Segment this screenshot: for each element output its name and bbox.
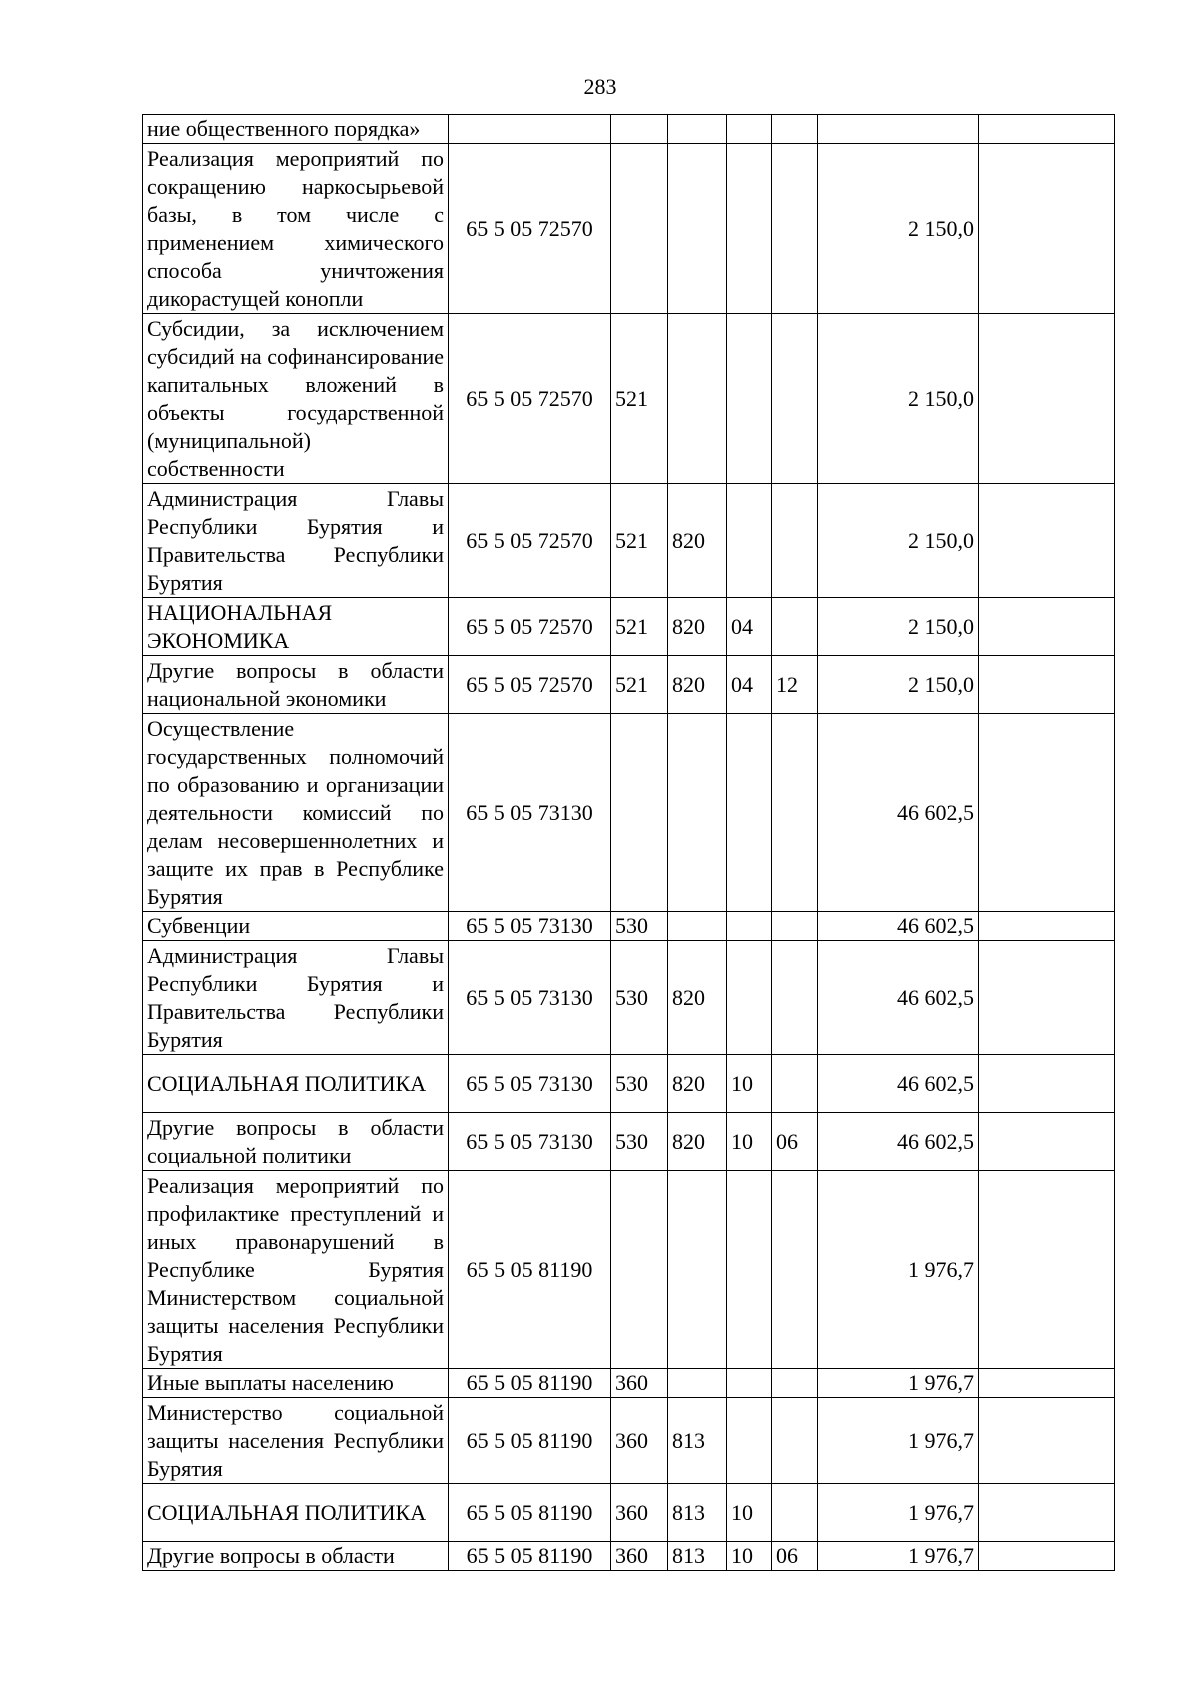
empty-cell — [979, 714, 1115, 912]
amount: 1 976,7 — [818, 1369, 979, 1398]
amount: 2 150,0 — [818, 144, 979, 314]
table-row — [143, 115, 1115, 144]
expense-type: 530 — [611, 1113, 668, 1171]
expense-type: 530 — [611, 1055, 668, 1113]
section-code — [727, 484, 772, 598]
subsection-code: 12 — [772, 656, 818, 714]
subsection-code: 06 — [772, 1542, 818, 1571]
subsection-code — [772, 1398, 818, 1484]
administrator-code: 813 — [668, 1398, 727, 1484]
table-row — [143, 1055, 1115, 1113]
row-name: Иные выплаты населению — [143, 1369, 449, 1398]
section-code — [727, 1171, 772, 1369]
target-code: 65 5 05 81190 — [449, 1542, 611, 1571]
subsection-code — [772, 912, 818, 941]
administrator-code — [668, 314, 727, 484]
administrator-code — [668, 912, 727, 941]
table-row — [143, 314, 1115, 484]
row-name: НАЦИОНАЛЬНАЯ ЭКОНОМИКА — [143, 598, 449, 656]
amount: 46 602,5 — [818, 714, 979, 912]
administrator-code: 820 — [668, 1055, 727, 1113]
target-code: 65 5 05 72570 — [449, 314, 611, 484]
empty-cell — [979, 314, 1115, 484]
expense-type: 530 — [611, 941, 668, 1055]
table-row — [143, 1171, 1115, 1369]
table-row — [143, 144, 1115, 314]
table-row — [143, 941, 1115, 1055]
target-code: 65 5 05 73130 — [449, 1055, 611, 1113]
expense-type: 521 — [611, 656, 668, 714]
administrator-code — [668, 115, 727, 144]
section-code: 10 — [727, 1484, 772, 1542]
row-name: Реализация мероприятий по профилактике преступлений и иных правонарушений в Республике Бурятия Министерством социальной защиты населения Республики Бурятия — [143, 1171, 449, 1369]
section-code: 10 — [727, 1113, 772, 1171]
row-name: Другие вопросы в области — [143, 1542, 449, 1571]
amount: 46 602,5 — [818, 941, 979, 1055]
expense-type: 521 — [611, 598, 668, 656]
expense-type: 360 — [611, 1369, 668, 1398]
target-code: 65 5 05 81190 — [449, 1484, 611, 1542]
subsection-code — [772, 714, 818, 912]
target-code: 65 5 05 81190 — [449, 1369, 611, 1398]
empty-cell — [979, 1542, 1115, 1571]
expense-type: 360 — [611, 1484, 668, 1542]
row-name: ние общественного порядка» — [143, 115, 449, 144]
target-code: 65 5 05 73130 — [449, 1113, 611, 1171]
amount: 46 602,5 — [818, 912, 979, 941]
empty-cell — [979, 1171, 1115, 1369]
amount: 1 976,7 — [818, 1398, 979, 1484]
empty-cell — [979, 1484, 1115, 1542]
section-code: 04 — [727, 598, 772, 656]
subsection-code — [772, 1369, 818, 1398]
row-name: Субсидии, за исключением субсидий на софинансирование капитальных вложений в объекты государственной (муниципальной) собственности — [143, 314, 449, 484]
subsection-code — [772, 115, 818, 144]
empty-cell — [979, 484, 1115, 598]
section-code: 04 — [727, 656, 772, 714]
expense-type — [611, 714, 668, 912]
row-name: Реализация мероприятий по сокращению наркосырьевой базы, в том числе с применением химического способа уничтожения дикорастущей конопли — [143, 144, 449, 314]
empty-cell — [979, 144, 1115, 314]
expense-type: 521 — [611, 314, 668, 484]
target-code — [449, 115, 611, 144]
subsection-code — [772, 941, 818, 1055]
expense-type: 360 — [611, 1542, 668, 1571]
section-code: 10 — [727, 1542, 772, 1571]
subsection-code: 06 — [772, 1113, 818, 1171]
row-name: Субвенции — [143, 912, 449, 941]
subsection-code — [772, 144, 818, 314]
row-name: Другие вопросы в области национальной экономики — [143, 656, 449, 714]
administrator-code — [668, 144, 727, 314]
amount: 1 976,7 — [818, 1542, 979, 1571]
section-code — [727, 314, 772, 484]
empty-cell — [979, 656, 1115, 714]
amount: 2 150,0 — [818, 484, 979, 598]
row-name: СОЦИАЛЬНАЯ ПОЛИТИКА — [143, 1055, 449, 1113]
administrator-code: 820 — [668, 656, 727, 714]
page-number: 283 — [583, 74, 617, 99]
table-row — [143, 1484, 1115, 1542]
amount: 2 150,0 — [818, 656, 979, 714]
section-code — [727, 1398, 772, 1484]
expense-type — [611, 115, 668, 144]
empty-cell — [979, 1369, 1115, 1398]
empty-cell — [979, 598, 1115, 656]
target-code: 65 5 05 81190 — [449, 1171, 611, 1369]
row-name: Администрация Главы Республики Бурятия и Правительства Республики Бурятия — [143, 941, 449, 1055]
administrator-code: 820 — [668, 484, 727, 598]
table-row — [143, 1398, 1115, 1484]
administrator-code: 820 — [668, 941, 727, 1055]
administrator-code: 813 — [668, 1484, 727, 1542]
amount — [818, 115, 979, 144]
administrator-code — [668, 714, 727, 912]
subsection-code — [772, 484, 818, 598]
table-row — [143, 912, 1115, 941]
subsection-code — [772, 1055, 818, 1113]
amount: 2 150,0 — [818, 598, 979, 656]
section-code: 10 — [727, 1055, 772, 1113]
empty-cell — [979, 1055, 1115, 1113]
expense-type: 360 — [611, 1398, 668, 1484]
target-code: 65 5 05 72570 — [449, 144, 611, 314]
expense-type — [611, 1171, 668, 1369]
table-row — [143, 1369, 1115, 1398]
subsection-code — [772, 1484, 818, 1542]
empty-cell — [979, 941, 1115, 1055]
target-code: 65 5 05 72570 — [449, 484, 611, 598]
target-code: 65 5 05 72570 — [449, 656, 611, 714]
table-row — [143, 484, 1115, 598]
administrator-code — [668, 1171, 727, 1369]
administrator-code: 820 — [668, 598, 727, 656]
empty-cell — [979, 1113, 1115, 1171]
subsection-code — [772, 598, 818, 656]
table-row — [143, 656, 1115, 714]
administrator-code: 813 — [668, 1542, 727, 1571]
empty-cell — [979, 115, 1115, 144]
amount: 1 976,7 — [818, 1171, 979, 1369]
amount: 46 602,5 — [818, 1055, 979, 1113]
section-code — [727, 714, 772, 912]
amount: 2 150,0 — [818, 314, 979, 484]
target-code: 65 5 05 72570 — [449, 598, 611, 656]
expense-type: 530 — [611, 912, 668, 941]
expense-type: 521 — [611, 484, 668, 598]
row-name: СОЦИАЛЬНАЯ ПОЛИТИКА — [143, 1484, 449, 1542]
row-name: Министерство социальной защиты населения Республики Бурятия — [143, 1398, 449, 1484]
administrator-code — [668, 1369, 727, 1398]
target-code: 65 5 05 81190 — [449, 1398, 611, 1484]
section-code — [727, 144, 772, 314]
table-row — [143, 1113, 1115, 1171]
empty-cell — [979, 1398, 1115, 1484]
table-row — [143, 714, 1115, 912]
row-name: Администрация Главы Республики Бурятия и Правительства Республики Бурятия — [143, 484, 449, 598]
administrator-code: 820 — [668, 1113, 727, 1171]
target-code: 65 5 05 73130 — [449, 912, 611, 941]
row-name: Осуществление государственных полномочий по образованию и организации деятельности комиссий по делам несовершеннолетних и защите их прав в Республике Бурятия — [143, 714, 449, 912]
table-row — [143, 598, 1115, 656]
subsection-code — [772, 1171, 818, 1369]
expense-type — [611, 144, 668, 314]
target-code: 65 5 05 73130 — [449, 941, 611, 1055]
section-code — [727, 941, 772, 1055]
amount: 1 976,7 — [818, 1484, 979, 1542]
subsection-code — [772, 314, 818, 484]
target-code: 65 5 05 73130 — [449, 714, 611, 912]
table-row — [143, 1542, 1115, 1571]
section-code — [727, 1369, 772, 1398]
section-code — [727, 912, 772, 941]
section-code — [727, 115, 772, 144]
row-name: Другие вопросы в области социальной политики — [143, 1113, 449, 1171]
amount: 46 602,5 — [818, 1113, 979, 1171]
empty-cell — [979, 912, 1115, 941]
budget-table — [142, 114, 1115, 1571]
